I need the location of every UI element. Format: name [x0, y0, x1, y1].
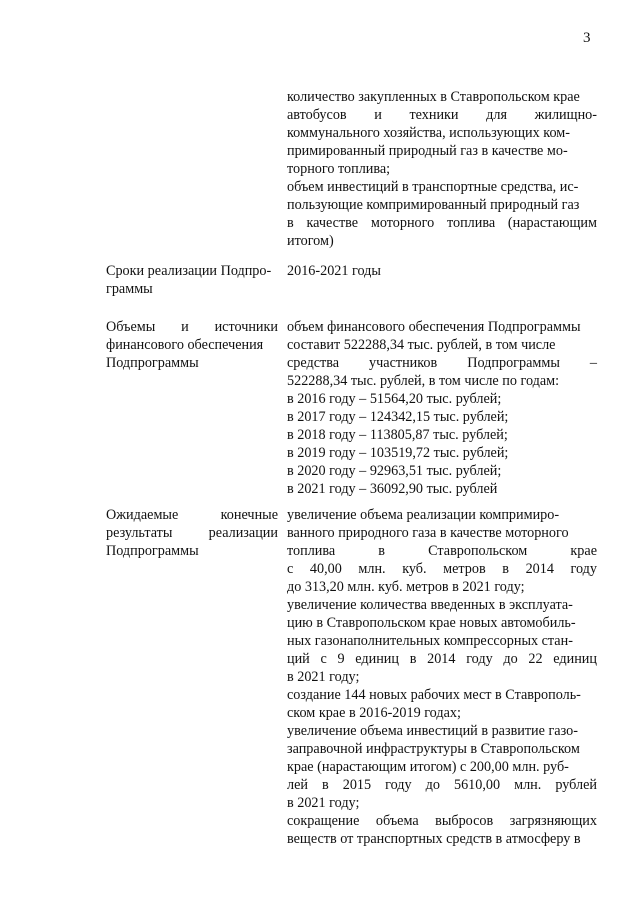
text-line: автобусов и техники для жилищно- [287, 107, 597, 123]
value-line: увеличение объема реализации компримиро- [287, 507, 560, 523]
value-line: увеличение объема инвестиций в развитие газо- [287, 723, 578, 739]
label-line: результаты реализации [106, 525, 278, 541]
value-line: ванного природного газа в качестве моторного [287, 525, 569, 541]
value-line: с 40,00 млн. куб. метров в 2014 году [287, 561, 597, 577]
value-line: крае (нарастающим итогом) с 200,00 млн. руб- [287, 759, 569, 775]
value-line: до 313,20 млн. куб. метров в 2021 году; [287, 579, 525, 595]
label-line: граммы [106, 281, 153, 297]
value-line: средства участников Подпрограммы – [287, 355, 597, 371]
value-line: заправочной инфраструктуры в Ставропольском [287, 741, 580, 757]
value-line: в 2021 году – 36092,90 тыс. рублей [287, 481, 498, 497]
text-line: итогом) [287, 233, 334, 249]
value-line: составит 522288,34 тыс. рублей, в том числе [287, 337, 556, 353]
value-line: объем финансового обеспечения Подпрограммы [287, 319, 581, 335]
funding-value [287, 318, 597, 498]
value-line: цию в Ставропольском крае новых автомобиль- [287, 615, 576, 631]
value-line: в 2020 году – 92963,51 тыс. рублей; [287, 463, 502, 479]
value-line: ций с 9 единиц в 2014 году до 22 единиц [287, 651, 597, 667]
value-line: лей в 2015 году до 5610,00 млн. рублей [287, 777, 597, 793]
label-line: Ожидаемые конечные [106, 507, 278, 523]
value-line: веществ от транспортных средств в атмосферу в [287, 831, 581, 847]
value-line: увеличение количества введенных в эксплуата- [287, 597, 573, 613]
text-line: в качестве моторного топлива (нарастающим [287, 215, 597, 231]
funding-label [106, 318, 278, 372]
value-line: топлива в Ставропольском крае [287, 543, 597, 559]
page-number: 3 [583, 30, 591, 46]
label-line: Сроки реализации Подпро- [106, 263, 272, 279]
period-label [106, 262, 278, 298]
text-line: объем инвестиций в транспортные средства, ис- [287, 179, 579, 195]
text-line: торного топлива; [287, 161, 391, 177]
value-line: в 2021 году; [287, 795, 360, 811]
value-line: в 2019 году – 103519,72 тыс. рублей; [287, 445, 509, 461]
value-line: в 2018 году – 113805,87 тыс. рублей; [287, 427, 508, 443]
value-line: в 2016 году – 51564,20 тыс. рублей; [287, 391, 502, 407]
label-line: Подпрограммы [106, 543, 199, 559]
period-value [287, 262, 597, 280]
results-value [287, 506, 597, 848]
value-line: создание 144 новых рабочих мест в Ставрополь- [287, 687, 581, 703]
label-line: финансового обеспечения [106, 337, 264, 353]
value-line: сокращение объема выбросов загрязняющих [287, 813, 597, 829]
indicators-continuation [287, 88, 597, 250]
value-line: в 2021 году; [287, 669, 360, 685]
label-line: Подпрограммы [106, 355, 199, 371]
value-line: 2016-2021 годы [287, 263, 381, 279]
value-line: ском крае в 2016-2019 годах; [287, 705, 461, 721]
value-line: в 2017 году – 124342,15 тыс. рублей; [287, 409, 509, 425]
text-line: пользующие компримированный природный газ [287, 197, 580, 213]
value-line: ных газонаполнительных компрессорных стан- [287, 633, 573, 649]
value-line: 522288,34 тыс. рублей, в том числе по годам: [287, 373, 560, 389]
text-line: коммунального хозяйства, использующих ком- [287, 125, 570, 141]
text-line: количество закупленных в Ставропольском крае [287, 89, 580, 105]
text-line: примированный природный газ в качестве мо- [287, 143, 568, 159]
results-label [106, 506, 278, 560]
label-line: Объемы и источники [106, 319, 278, 335]
